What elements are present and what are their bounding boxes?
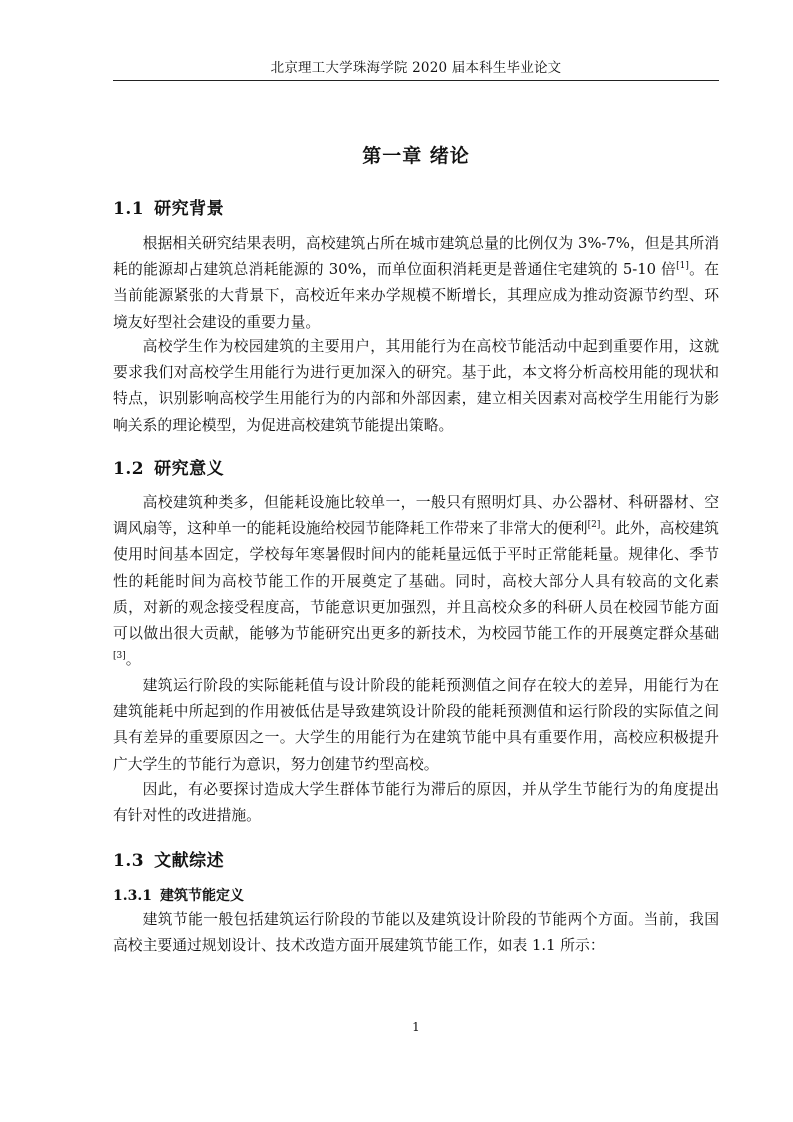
paragraph-1-2-3: 因此，有必要探讨造成大学生群体节能行为滞后的原因，并从学生节能行为的角度提出有针对性的改进措施。 <box>113 781 719 825</box>
running-header: 北京理工大学珠海学院 2020 届本科生毕业论文 <box>270 60 562 76</box>
section-number: 1.2 <box>113 459 145 479</box>
section-number: 1.1 <box>113 199 145 219</box>
section-title: 文献综述 <box>154 851 225 871</box>
subsection-title: 建筑节能定义 <box>159 888 244 904</box>
paragraph-1-1-2: 高校学生作为校园建筑的主要用户，其用能行为在高校节能活动中起到重要作用，这就要求我们对高校学生用能行为进行更加深入的研究。基于此，本文将分析高校用能的现状和特点，识别影响高校学生用能行为的内部和外部因素，建立相关因素对高校学生用能行为影响关系的理论模型，为促进高校建筑节能提出策略。 <box>113 338 719 434</box>
subsection-number: 1.3.1 <box>113 888 152 904</box>
subsection-heading-1-3-1 <box>113 885 244 905</box>
chapter-title: 第一章 绪论 <box>362 145 470 167</box>
section-heading-1-1 <box>113 194 224 219</box>
section-title: 研究意义 <box>154 459 225 479</box>
text-run: 。在当前能源紧张的大背景下，高校近年来办学规模不断增长，其理应成为推动资源节约型、环境友好型社会建设的重要力量。 <box>113 261 719 331</box>
paragraph-1-3-1: 建筑节能一般包括建筑运行阶段的节能以及建筑设计阶段的节能两个方面。当前，我国高校主要通过规划设计、技术改造方面开展建筑节能工作，如表 1.1 所示： <box>113 911 719 955</box>
paragraph-1-1-1 <box>113 231 719 336</box>
text-run: 。 <box>125 651 141 669</box>
section-heading-1-3 <box>113 846 224 871</box>
section-heading-1-2 <box>113 454 224 479</box>
text-run: 根据相关研究结果表明，高校建筑占所在城市建筑总量的比例仅为 3%-7%，但是其所消耗的能源却占建筑总消耗能源的 30%，而单位面积消耗更是普通住宅建筑的 5-10 倍 <box>113 235 719 279</box>
header-rule <box>113 80 719 81</box>
section-number: 1.3 <box>113 851 145 871</box>
section-title: 研究背景 <box>154 199 225 219</box>
paragraph-1-2-1 <box>113 490 719 673</box>
citation-ref[interactable]: [3] <box>113 651 126 662</box>
citation-ref[interactable]: [2] <box>587 520 601 531</box>
citation-ref[interactable]: [1] <box>676 261 689 272</box>
page-number: 1 <box>412 1020 420 1034</box>
text-run: 。此外，高校建筑使用时间基本固定，学校每年寒暑假时间内的能耗量远低于平时正常能耗量。规律化、季节性的耗能时间为高校节能工作的开展奠定了基础。同时，高校大部分人具有较高的文化素质，对新的观念接受程度高，节能意识更加强烈，并且高校众多的科研人员在校园节能方面可以做出很大贡献，能够为节能研究出更多的新技术，为校园节能工作的开展奠定群众基础 <box>113 520 719 643</box>
paragraph-1-2-2: 建筑运行阶段的实际能耗值与设计阶段的能耗预测值之间存在较大的差异，用能行为在建筑能耗中所起到的作用被低估是导致建筑设计阶段的能耗预测值和运行阶段的实际值之间具有差异的重要原因之一。大学生的用能行为在建筑节能中具有重要作用，高校应积极提升广大学生的节能行为意识，努力创建节约型高校。 <box>113 677 719 773</box>
text-run: 高校建筑种类多，但能耗设施比较单一，一般只有照明灯具、办公器材、科研器材、空调风扇等，这种单一的能耗设施给校园节能降耗工作带来了非常大的便利 <box>113 494 719 538</box>
